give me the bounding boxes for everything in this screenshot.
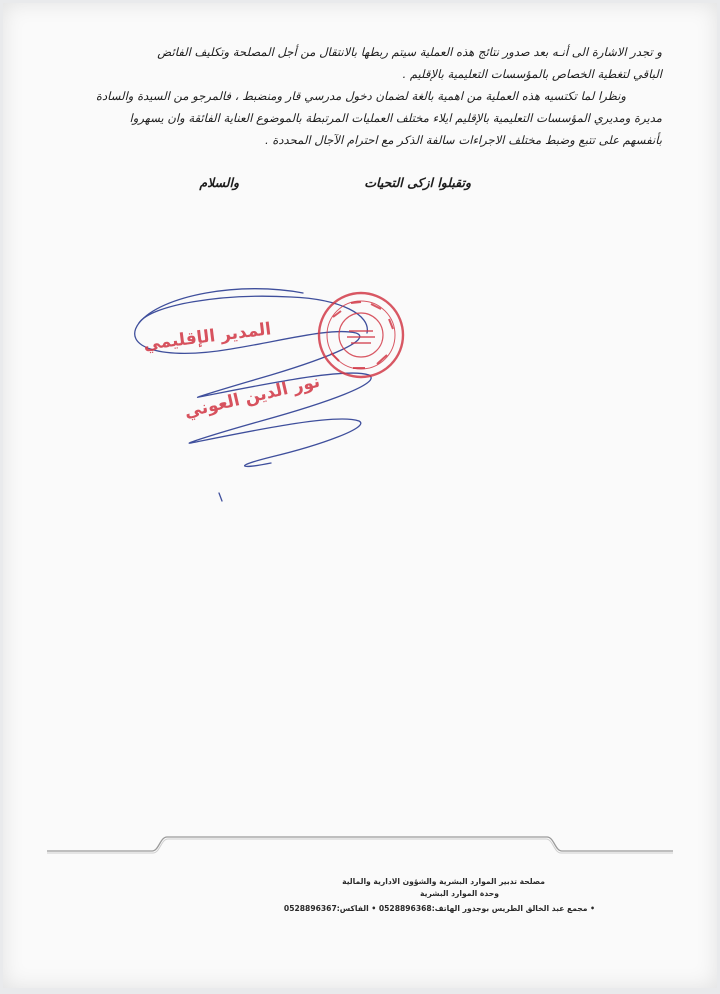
director-name-stamp: نور الدين العوني bbox=[182, 371, 322, 423]
footer-unit: وحدة الموارد البشرية bbox=[420, 889, 499, 898]
letter-body bbox=[51, 41, 662, 151]
paragraph-1-line-2: الباقي لتغطية الخصاص بالمؤسسات التعليمية بالإقليم . bbox=[402, 67, 662, 81]
paragraph-1-line-1: و تجدر الاشارة الى أنـه بعد صدور نتائج هذه العملية سيتم ربطها بالانتقال من أجل المصلحة وتكليف الفائض bbox=[157, 45, 662, 59]
footer-department: مصلحة تدبير الموارد البشرية والشؤون الادارية والمالية bbox=[342, 877, 545, 886]
footer-address bbox=[284, 876, 595, 915]
signature-block bbox=[121, 275, 451, 515]
director-title-stamp: المدير الإقليمي bbox=[142, 319, 273, 355]
footer-contact: • مجمع عبد الخالق الطريس بوجدور الهاتف:0528896368 • الفاكس:0528896367 bbox=[283, 904, 595, 913]
footer-divider bbox=[47, 831, 673, 855]
paragraph-2-line-1: ونظرا لما تكتسيه هذه العملية من اهمية بالغة لضمان دخول مدرسي قار ومنضبط ، فالمرجو من السيدة والسادة bbox=[95, 89, 626, 103]
paragraph-2-line-3: بأنفسهم على تتبع وضبط مختلف الاجراءات سالفة الذكر مع احترام الآجال المحددة . bbox=[264, 133, 662, 147]
official-seal bbox=[121, 275, 451, 515]
paragraph-1 bbox=[51, 41, 662, 85]
paragraph-2 bbox=[51, 85, 662, 151]
closing-greeting: وتقبلوا ازكى التحيات bbox=[364, 175, 471, 190]
letter-page bbox=[3, 3, 717, 988]
paragraph-2-line-2: مديرة ومديري المؤسسات التعليمية بالإقليم ايلاء مختلف العمليات المرتبطة بالموضوع العناية الفائقة وان يسهروا bbox=[129, 111, 662, 125]
closing-salutation: والسلام bbox=[199, 175, 239, 190]
